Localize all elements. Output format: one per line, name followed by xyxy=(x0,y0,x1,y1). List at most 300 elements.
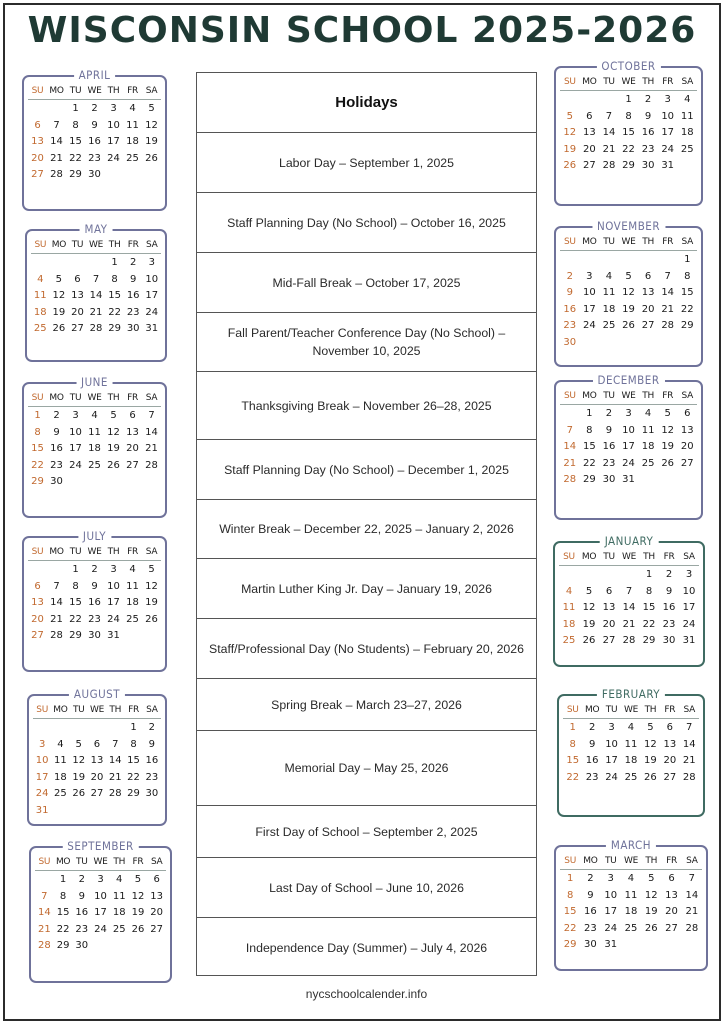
day-cell: 22 xyxy=(108,306,121,318)
day-cell: 10 xyxy=(604,889,618,901)
day-cell: 16 xyxy=(662,602,676,614)
day-cell: 19 xyxy=(107,443,120,455)
day-cell: 1 xyxy=(566,873,574,885)
day-cell: 6 xyxy=(74,273,81,285)
day-cell: 17 xyxy=(35,771,49,783)
weekday-label: WE xyxy=(621,77,636,87)
day-cell: 14 xyxy=(108,755,122,767)
calendar-november xyxy=(554,219,703,367)
week-row xyxy=(28,595,161,612)
day-cell: 2 xyxy=(588,722,596,734)
day-cell: 9 xyxy=(91,580,98,592)
day-cell: 23 xyxy=(584,922,597,934)
day-cell: 23 xyxy=(50,459,63,471)
day-cell: 26 xyxy=(131,923,145,935)
day-cell: 13 xyxy=(665,889,678,901)
day-cell: 12 xyxy=(131,890,145,902)
day-cell: 28 xyxy=(37,940,51,952)
week-row xyxy=(560,423,697,440)
day-cell: 22 xyxy=(31,459,44,471)
week-row xyxy=(33,786,161,803)
day-cell: 15 xyxy=(622,127,635,139)
day-cell: 26 xyxy=(145,152,158,164)
weekday-label: MO xyxy=(49,393,64,403)
day-cell: 24 xyxy=(605,771,618,783)
weekday-header-row xyxy=(31,237,161,254)
day-cell: 28 xyxy=(685,922,699,934)
day-cell: 22 xyxy=(69,613,82,625)
day-cell: 4 xyxy=(57,738,64,750)
day-cell: 16 xyxy=(75,907,89,919)
day-cell: 4 xyxy=(605,270,613,282)
week-row xyxy=(35,938,166,955)
day-cell: 3 xyxy=(110,103,117,115)
day-cell: 23 xyxy=(602,457,616,469)
day-cell: 2 xyxy=(644,94,652,106)
calendar-grid xyxy=(28,390,161,491)
day-cell: 25 xyxy=(602,320,616,332)
week-row xyxy=(31,272,161,289)
day-cell: 15 xyxy=(69,136,82,148)
weekday-label: TH xyxy=(107,86,120,96)
day-cell: 30 xyxy=(126,323,140,335)
week-row xyxy=(28,562,161,579)
day-cell: 6 xyxy=(153,874,160,886)
day-cell: 11 xyxy=(33,290,47,302)
holiday-row: Mid-Fall Break – October 17, 2025 xyxy=(197,253,536,313)
day-cell: 3 xyxy=(608,722,615,734)
day-cell: 11 xyxy=(624,889,638,901)
day-cell: 15 xyxy=(583,441,596,453)
weekday-label: TH xyxy=(642,237,654,247)
day-cell: 28 xyxy=(89,323,103,335)
holiday-row: Last Day of School – June 10, 2026 xyxy=(197,858,536,918)
day-cell: 26 xyxy=(644,922,658,934)
day-cell: 5 xyxy=(664,408,671,420)
day-cell: 2 xyxy=(78,874,85,886)
day-cell: 5 xyxy=(625,270,632,282)
day-cell: 13 xyxy=(31,597,44,609)
weekday-label: SA xyxy=(145,547,158,557)
day-cell: 15 xyxy=(680,287,694,299)
week-row xyxy=(28,579,161,596)
week-row xyxy=(28,628,161,645)
day-cell: 6 xyxy=(129,410,136,422)
day-cell: 17 xyxy=(94,907,107,919)
day-cell: 11 xyxy=(88,426,101,438)
day-cell: 1 xyxy=(59,874,67,886)
day-cell: 12 xyxy=(145,580,158,592)
day-cell: 17 xyxy=(682,602,696,614)
day-cell: 25 xyxy=(126,613,139,625)
weekday-label: TU xyxy=(69,393,82,403)
weekday-label: FR xyxy=(663,552,675,562)
weekday-label: SA xyxy=(146,705,158,715)
weekday-label: MO xyxy=(49,547,64,557)
day-cell: 28 xyxy=(145,459,158,471)
day-cell: 3 xyxy=(607,873,614,885)
day-cell: 16 xyxy=(88,597,101,609)
weekday-label: FR xyxy=(662,237,674,247)
day-cell: 29 xyxy=(622,160,635,172)
day-cell: 24 xyxy=(107,152,120,164)
day-cell: 15 xyxy=(642,602,656,614)
weekday-label: SA xyxy=(146,240,158,250)
day-cell: 7 xyxy=(625,585,633,597)
calendar-month-label: APRIL xyxy=(74,68,116,82)
day-cell: 29 xyxy=(56,940,70,952)
day-cell: 14 xyxy=(661,287,675,299)
week-row xyxy=(28,425,161,442)
day-cell: 15 xyxy=(127,755,140,767)
day-cell: 21 xyxy=(563,457,577,469)
weekday-header-row xyxy=(28,83,161,100)
weekday-label: WE xyxy=(93,857,108,867)
day-cell: 29 xyxy=(108,323,121,335)
day-cell: 21 xyxy=(145,443,158,455)
day-cell: 9 xyxy=(588,738,596,750)
calendar-month-label: JULY xyxy=(78,529,111,543)
day-cell: 5 xyxy=(585,585,593,597)
day-cell: 20 xyxy=(31,613,44,625)
day-cell: 21 xyxy=(602,143,616,155)
weekday-label: SA xyxy=(145,86,158,96)
day-cell: 1 xyxy=(130,722,137,734)
day-cell: 12 xyxy=(72,755,86,767)
day-cell: 18 xyxy=(562,618,576,630)
day-cell: 17 xyxy=(622,441,635,453)
day-cell: 18 xyxy=(680,127,694,139)
day-cell: 25 xyxy=(624,922,638,934)
day-cell: 29 xyxy=(127,788,140,800)
calendar-june xyxy=(22,375,167,518)
week-row xyxy=(560,252,697,269)
day-cell: 21 xyxy=(622,618,636,630)
day-cell: 5 xyxy=(647,722,654,734)
calendar-grid xyxy=(28,83,161,184)
weekday-label: SA xyxy=(145,393,158,403)
day-cell: 3 xyxy=(97,874,104,886)
week-row xyxy=(28,167,161,184)
day-cell: 12 xyxy=(563,127,577,139)
week-row xyxy=(563,753,699,770)
day-cell: 10 xyxy=(682,585,696,597)
day-cell: 27 xyxy=(602,635,616,647)
weekday-label: WE xyxy=(621,391,636,401)
calendar-month-label: OCTOBER xyxy=(596,59,660,73)
day-cell: 12 xyxy=(622,287,635,299)
week-row xyxy=(560,888,702,905)
day-cell: 24 xyxy=(35,788,49,800)
day-cell: 8 xyxy=(72,580,79,592)
day-cell: 3 xyxy=(664,94,671,106)
day-cell: 23 xyxy=(126,306,140,318)
day-cell: 29 xyxy=(642,635,656,647)
day-cell: 13 xyxy=(71,290,84,302)
day-cell: 17 xyxy=(583,303,596,315)
day-cell: 1 xyxy=(645,569,653,581)
day-cell: 10 xyxy=(107,119,120,131)
weekday-label: SA xyxy=(150,857,163,867)
week-row xyxy=(559,617,699,634)
day-cell: 22 xyxy=(566,771,580,783)
day-cell: 23 xyxy=(88,613,101,625)
day-cell: 21 xyxy=(50,152,63,164)
day-cell: 1 xyxy=(625,94,632,106)
day-cell: 20 xyxy=(663,755,677,767)
day-cell: 4 xyxy=(116,874,123,886)
day-cell: 2 xyxy=(91,564,98,576)
day-cell: 24 xyxy=(69,459,82,471)
weekday-label: TH xyxy=(113,857,126,867)
day-cell: 1 xyxy=(684,254,691,266)
week-row xyxy=(31,255,161,272)
day-cell: 18 xyxy=(126,597,139,609)
calendar-july xyxy=(22,529,167,672)
day-cell: 3 xyxy=(38,738,46,750)
weekday-label: SU xyxy=(34,240,47,250)
holidays-heading: Holidays xyxy=(197,73,536,133)
day-cell: 14 xyxy=(685,889,699,901)
day-cell: 19 xyxy=(582,618,596,630)
weekday-label: WE xyxy=(621,237,636,247)
day-cell: 1 xyxy=(111,257,118,269)
day-cell: 10 xyxy=(605,738,618,750)
holiday-row: Staff Planning Day (No School) – December 1, 2025 xyxy=(197,440,536,500)
day-cell: 8 xyxy=(625,110,632,122)
day-cell: 26 xyxy=(661,457,675,469)
holiday-row: Winter Break – December 22, 2025 – January 2, 2026 xyxy=(197,500,536,559)
day-cell: 9 xyxy=(53,426,60,438)
day-cell: 4 xyxy=(627,873,635,885)
day-cell: 2 xyxy=(605,408,613,420)
weekday-label: TU xyxy=(69,547,82,557)
day-cell: 16 xyxy=(641,127,655,139)
day-cell: 30 xyxy=(88,169,101,181)
week-row xyxy=(560,871,702,888)
holiday-row: Fall Parent/Teacher Conference Day (No School) – November 10, 2025 xyxy=(197,313,536,372)
week-row xyxy=(560,125,697,142)
day-cell: 9 xyxy=(587,889,594,901)
weekday-label: MO xyxy=(581,552,597,562)
week-row xyxy=(33,770,161,787)
day-cell: 18 xyxy=(126,136,139,148)
weekday-header-row xyxy=(28,544,161,561)
holidays-table xyxy=(196,72,537,976)
weekday-label: TH xyxy=(107,547,120,557)
day-cell: 12 xyxy=(52,290,66,302)
day-cell: 6 xyxy=(666,722,673,734)
day-cell: 3 xyxy=(685,569,693,581)
week-row xyxy=(560,904,702,921)
calendar-august xyxy=(27,687,167,826)
day-cell: 25 xyxy=(112,923,126,935)
day-cell: 19 xyxy=(145,597,158,609)
weekday-label: FR xyxy=(662,391,674,401)
week-row xyxy=(559,633,699,650)
day-cell: 24 xyxy=(604,922,618,934)
weekday-label: TH xyxy=(642,77,654,87)
day-cell: 27 xyxy=(583,160,596,172)
day-cell: 13 xyxy=(90,755,104,767)
day-cell: 12 xyxy=(145,119,158,131)
day-cell: 5 xyxy=(55,273,63,285)
day-cell: 2 xyxy=(53,410,60,422)
day-cell: 7 xyxy=(53,580,60,592)
day-cell: 31 xyxy=(682,635,696,647)
day-cell: 18 xyxy=(112,907,126,919)
day-cell: 16 xyxy=(584,906,597,918)
day-cell: 16 xyxy=(602,441,616,453)
day-cell: 7 xyxy=(148,410,155,422)
weekday-label: WE xyxy=(89,240,104,250)
day-cell: 4 xyxy=(129,564,136,576)
day-cell: 10 xyxy=(622,424,635,436)
day-cell: 8 xyxy=(645,585,653,597)
holiday-row: Staff Planning Day (No School) – October 16, 2025 xyxy=(197,193,536,253)
weekday-label: TH xyxy=(642,391,654,401)
day-cell: 26 xyxy=(622,320,635,332)
day-cell: 25 xyxy=(54,788,67,800)
day-cell: 7 xyxy=(664,270,671,282)
day-cell: 28 xyxy=(50,169,63,181)
day-cell: 6 xyxy=(605,585,613,597)
day-cell: 13 xyxy=(602,602,616,614)
week-row xyxy=(28,134,161,151)
day-cell: 21 xyxy=(682,755,696,767)
calendar-grid xyxy=(28,544,161,645)
day-cell: 15 xyxy=(108,290,121,302)
day-cell: 14 xyxy=(563,441,577,453)
weekday-label: TU xyxy=(604,856,617,866)
day-cell: 18 xyxy=(624,906,638,918)
holiday-row: First Day of School – September 2, 2025 xyxy=(197,806,536,858)
day-cell: 12 xyxy=(661,424,675,436)
day-cell: 22 xyxy=(622,143,635,155)
day-cell: 11 xyxy=(562,602,576,614)
day-cell: 10 xyxy=(583,287,596,299)
day-cell: 29 xyxy=(583,474,596,486)
day-cell: 25 xyxy=(641,457,655,469)
day-cell: 15 xyxy=(31,443,44,455)
day-cell: 6 xyxy=(684,408,691,420)
weekday-header-row xyxy=(35,854,166,871)
week-row xyxy=(28,151,161,168)
holiday-row: Memorial Day – May 25, 2026 xyxy=(197,731,536,806)
calendar-month-label: AUGUST xyxy=(69,687,125,701)
day-cell: 22 xyxy=(563,922,577,934)
day-cell: 26 xyxy=(582,635,596,647)
day-cell: 27 xyxy=(126,459,139,471)
weekday-label: FR xyxy=(127,86,138,96)
weekday-label: SA xyxy=(681,237,693,247)
day-cell: 1 xyxy=(586,408,593,420)
week-row xyxy=(35,872,166,889)
weekday-label: TH xyxy=(645,856,658,866)
day-cell: 20 xyxy=(150,907,164,919)
day-cell: 14 xyxy=(37,907,51,919)
day-cell: 9 xyxy=(129,273,137,285)
weekday-label: SU xyxy=(563,391,576,401)
day-cell: 2 xyxy=(665,569,673,581)
weekday-label: SU xyxy=(38,857,51,867)
day-cell: 30 xyxy=(602,474,616,486)
day-cell: 30 xyxy=(75,940,89,952)
week-row xyxy=(28,474,161,491)
day-cell: 3 xyxy=(586,270,593,282)
week-row xyxy=(33,720,161,737)
day-cell: 18 xyxy=(602,303,616,315)
day-cell: 20 xyxy=(583,143,596,155)
day-cell: 14 xyxy=(145,426,158,438)
day-cell: 19 xyxy=(622,303,635,315)
day-cell: 27 xyxy=(31,169,44,181)
calendar-grid xyxy=(559,549,699,650)
day-cell: 4 xyxy=(91,410,98,422)
day-cell: 13 xyxy=(31,136,44,148)
week-row xyxy=(28,458,161,475)
day-cell: 30 xyxy=(563,336,577,348)
day-cell: 8 xyxy=(586,424,593,436)
day-cell: 20 xyxy=(641,303,655,315)
weekday-label: MO xyxy=(51,240,66,250)
day-cell: 13 xyxy=(641,287,655,299)
weekday-header-row xyxy=(563,702,699,719)
day-cell: 2 xyxy=(566,270,573,282)
day-cell: 16 xyxy=(585,755,599,767)
day-cell: 5 xyxy=(566,110,573,122)
weekday-label: WE xyxy=(623,856,638,866)
day-cell: 19 xyxy=(563,143,577,155)
week-row xyxy=(563,770,699,787)
day-cell: 13 xyxy=(583,127,596,139)
day-cell: 18 xyxy=(33,306,47,318)
day-cell: 1 xyxy=(569,722,576,734)
weekday-label: FR xyxy=(664,705,676,715)
weekday-label: WE xyxy=(87,547,102,557)
weekday-label: SU xyxy=(563,552,575,562)
day-cell: 11 xyxy=(602,287,616,299)
week-row xyxy=(28,612,161,629)
day-cell: 19 xyxy=(145,136,158,148)
weekday-label: FR xyxy=(127,393,138,403)
day-cell: 24 xyxy=(622,457,635,469)
day-cell: 17 xyxy=(107,136,120,148)
day-cell: 14 xyxy=(622,602,636,614)
day-cell: 18 xyxy=(624,755,638,767)
day-cell: 27 xyxy=(150,923,164,935)
holiday-row: Martin Luther King Jr. Day – January 19, 2026 xyxy=(197,559,536,619)
day-cell: 21 xyxy=(37,923,51,935)
week-row xyxy=(35,922,166,939)
day-cell: 29 xyxy=(69,630,82,642)
weekday-label: TU xyxy=(76,857,88,867)
week-row xyxy=(560,269,697,286)
weekday-label: TU xyxy=(605,705,618,715)
day-cell: 12 xyxy=(582,602,596,614)
week-row xyxy=(560,439,697,456)
week-row xyxy=(28,101,161,118)
day-cell: 6 xyxy=(34,119,41,131)
day-cell: 22 xyxy=(127,771,140,783)
day-cell: 11 xyxy=(126,580,139,592)
day-cell: 6 xyxy=(644,270,652,282)
weekday-label: MO xyxy=(582,391,597,401)
day-cell: 11 xyxy=(624,738,638,750)
calendar-month-label: JUNE xyxy=(76,375,113,389)
day-cell: 20 xyxy=(71,306,84,318)
day-cell: 20 xyxy=(680,441,694,453)
